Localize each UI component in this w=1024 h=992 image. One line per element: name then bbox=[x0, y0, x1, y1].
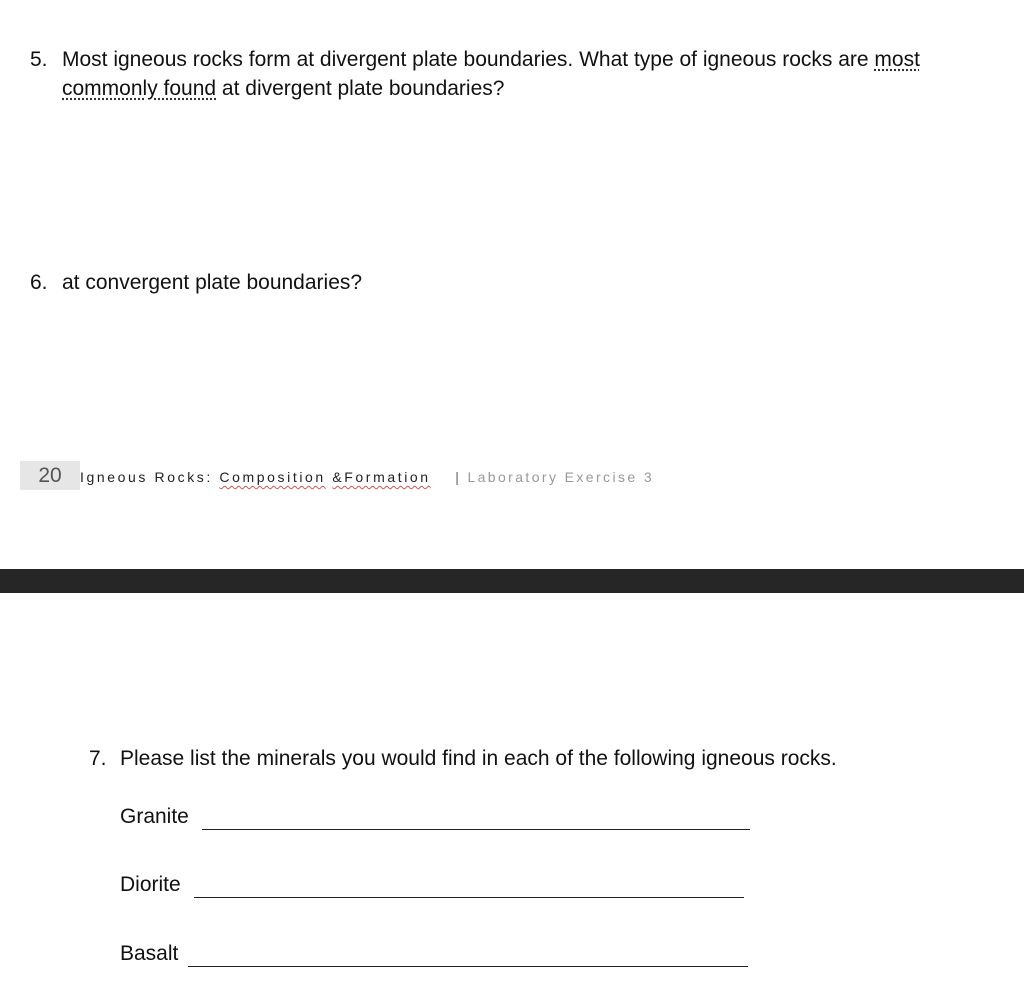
footer-separator: | bbox=[455, 469, 462, 485]
footer-lab-label: Laboratory Exercise 3 bbox=[467, 469, 655, 485]
question-5-text-before: Most igneous rocks form at divergent plate boundaries. What type of igneous rocks are bbox=[62, 48, 875, 71]
question-5-emphasis: most commonly found bbox=[62, 48, 920, 100]
footer-title-part2: Composition bbox=[219, 469, 326, 485]
answer-label-basalt: Basalt bbox=[120, 942, 179, 965]
answer-row-diorite bbox=[120, 870, 760, 900]
answer-label-granite: Granite bbox=[120, 805, 189, 828]
footer-title-part3: &Formation bbox=[332, 469, 431, 485]
answer-row-basalt bbox=[120, 939, 760, 969]
question-5-number: 5. bbox=[30, 48, 48, 71]
footer-title bbox=[80, 461, 654, 490]
question-6-number: 6. bbox=[30, 271, 48, 294]
question-5-text-after: at divergent plate boundaries? bbox=[216, 77, 505, 100]
page-break-bar bbox=[0, 569, 1024, 593]
answer-blank-granite[interactable] bbox=[202, 829, 750, 830]
answer-blank-diorite[interactable] bbox=[194, 897, 744, 898]
question-5-text bbox=[62, 45, 962, 103]
page-number: 20 bbox=[20, 461, 80, 490]
answer-label-diorite: Diorite bbox=[120, 873, 181, 896]
question-7-number: 7. bbox=[89, 747, 107, 770]
question-6-text: at convergent plate boundaries? bbox=[62, 271, 363, 294]
answer-row-granite bbox=[120, 802, 760, 832]
footer-title-part1: Igneous Rocks: bbox=[80, 469, 213, 485]
question-7-text: Please list the minerals you would find in each of the following igneous rocks. bbox=[120, 747, 837, 770]
answer-blank-basalt[interactable] bbox=[188, 966, 748, 967]
page-footer bbox=[20, 461, 720, 490]
